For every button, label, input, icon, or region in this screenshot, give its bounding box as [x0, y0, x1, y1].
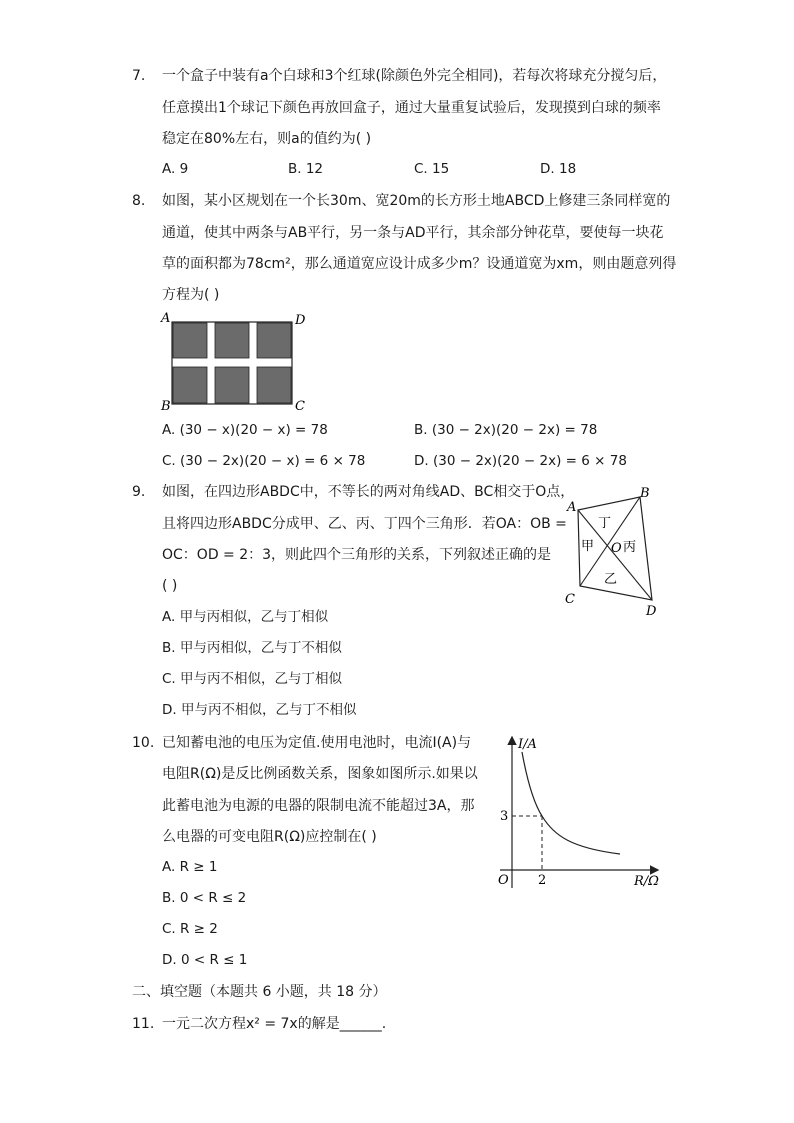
- grass-plot: [215, 323, 249, 358]
- question-number: 9.: [132, 484, 146, 500]
- option-a[interactable]: A. 甲与丙相似，乙与丁相似: [162, 609, 329, 625]
- origin-label: O: [498, 873, 509, 888]
- question-number: 11.: [132, 1016, 155, 1032]
- question-text-line: 草的面积都为78cm²，那么通道宽应设计成多少m？设通道宽为xm，则由题意列得: [162, 256, 677, 272]
- option-d[interactable]: D. 0 < R ≤ 1: [162, 952, 248, 968]
- option-a[interactable]: A. (30 − x)(20 − x) = 78: [162, 422, 328, 438]
- question-number: 7.: [132, 68, 146, 84]
- vertex-label-a: A: [567, 500, 577, 515]
- triangle-label-jia: 甲: [581, 539, 595, 554]
- question-text-line: 电阻R(Ω)是反比例函数关系，图象如图所示.如果以: [162, 766, 478, 782]
- triangle-label-yi: 乙: [604, 572, 618, 587]
- inverse-function-graph: [492, 730, 672, 895]
- question-text-line: 如图，在四边形ABDC中，不等长的两对角线AD、BC相交于O点，: [162, 484, 575, 500]
- center-label-o: O: [611, 541, 622, 556]
- section-title: 二、填空题（本题共 6 小题，共 18 分）: [132, 984, 387, 1000]
- question-text-line: 方程为( ): [162, 287, 220, 303]
- question-text-line: 么电器的可变电阻R(Ω)应控制在( ): [162, 829, 377, 845]
- x-axis-label: R/Ω: [634, 874, 659, 889]
- y-axis-label: I/A: [518, 737, 537, 752]
- question-number: 8.: [132, 193, 146, 209]
- hyperbola-curve: [522, 752, 620, 854]
- question-text-line: 稳定在80%左右，则a的值约为( ): [162, 131, 372, 147]
- grass-plot: [173, 323, 207, 358]
- grass-plot: [257, 367, 291, 403]
- triangle-label-ding: 丁: [598, 516, 612, 531]
- triangle-label-bing: 丙: [623, 540, 637, 555]
- question-text-line: ( ): [162, 578, 178, 594]
- option-c[interactable]: C. 15: [414, 161, 450, 177]
- question-text-line: OC：OD = 2：3，则此四个三角形的关系，下列叙述正确的是: [162, 547, 552, 563]
- question-text-line: 如图，某小区规划在一个长30m、宽20m的长方形土地ABCD上修建三条同样宽的: [162, 193, 671, 209]
- grass-plot: [173, 367, 207, 403]
- grass-plot: [215, 367, 249, 403]
- question-text-line: 此蓄电池为电源的电器的限制电流不能超过3A，那: [162, 798, 475, 814]
- vertex-label-d: D: [646, 604, 657, 619]
- option-c[interactable]: C. (30 − 2x)(20 − x) = 6 × 78: [162, 453, 366, 469]
- option-a[interactable]: A. R ≥ 1: [162, 859, 218, 875]
- question-text-line: 通道，使其中两条与AB平行，另一条与AD平行，其余部分钟花草，要使每一块花: [162, 225, 664, 241]
- rectangle-figure: [158, 312, 318, 414]
- question-number: 10.: [132, 735, 155, 751]
- vertex-label-b: B: [640, 486, 650, 501]
- option-b[interactable]: B. 甲与丙相似，乙与丁不相似: [162, 640, 342, 656]
- question-text-line: 已知蓄电池的电压为定值.使用电池时，电流I(A)与: [162, 735, 472, 751]
- option-c[interactable]: C. R ≥ 2: [162, 921, 218, 937]
- vertex-label-b: B: [161, 399, 171, 414]
- option-b[interactable]: B. 12: [288, 161, 324, 177]
- option-b[interactable]: B. 0 < R ≤ 2: [162, 890, 247, 906]
- question-text-line: 一元二次方程x² = 7x的解是______.: [162, 1016, 387, 1032]
- vertex-label-a: A: [161, 312, 171, 326]
- option-d[interactable]: D. 甲与丙不相似，乙与丁不相似: [162, 702, 357, 718]
- question-text-line: 且将四边形ABDC分成甲、乙、丙、丁四个三角形．若OA：OB =: [162, 516, 567, 532]
- vertex-label-d: D: [295, 313, 306, 328]
- vertex-label-c: C: [565, 592, 575, 607]
- x-tick-label: 2: [538, 873, 547, 888]
- option-d[interactable]: D. 18: [540, 161, 577, 177]
- option-b[interactable]: B. (30 − 2x)(20 − 2x) = 78: [414, 422, 598, 438]
- option-c[interactable]: C. 甲与丙不相似，乙与丁相似: [162, 671, 343, 687]
- y-tick-label: 3: [500, 809, 509, 824]
- grass-plot: [257, 323, 291, 358]
- vertex-label-c: C: [295, 399, 305, 414]
- question-text-line: 一个盒子中装有a个白球和3个红球(除颜色外完全相同)，若每次将球充分搅匀后，: [162, 68, 667, 84]
- option-d[interactable]: D. (30 − 2x)(20 − 2x) = 6 × 78: [414, 453, 627, 469]
- question-text-line: 任意摸出1个球记下颜色再放回盒子，通过大量重复试验后，发现摸到白球的频率: [162, 100, 661, 116]
- option-a[interactable]: A. 9: [162, 161, 189, 177]
- quadrilateral-figure: [560, 482, 670, 622]
